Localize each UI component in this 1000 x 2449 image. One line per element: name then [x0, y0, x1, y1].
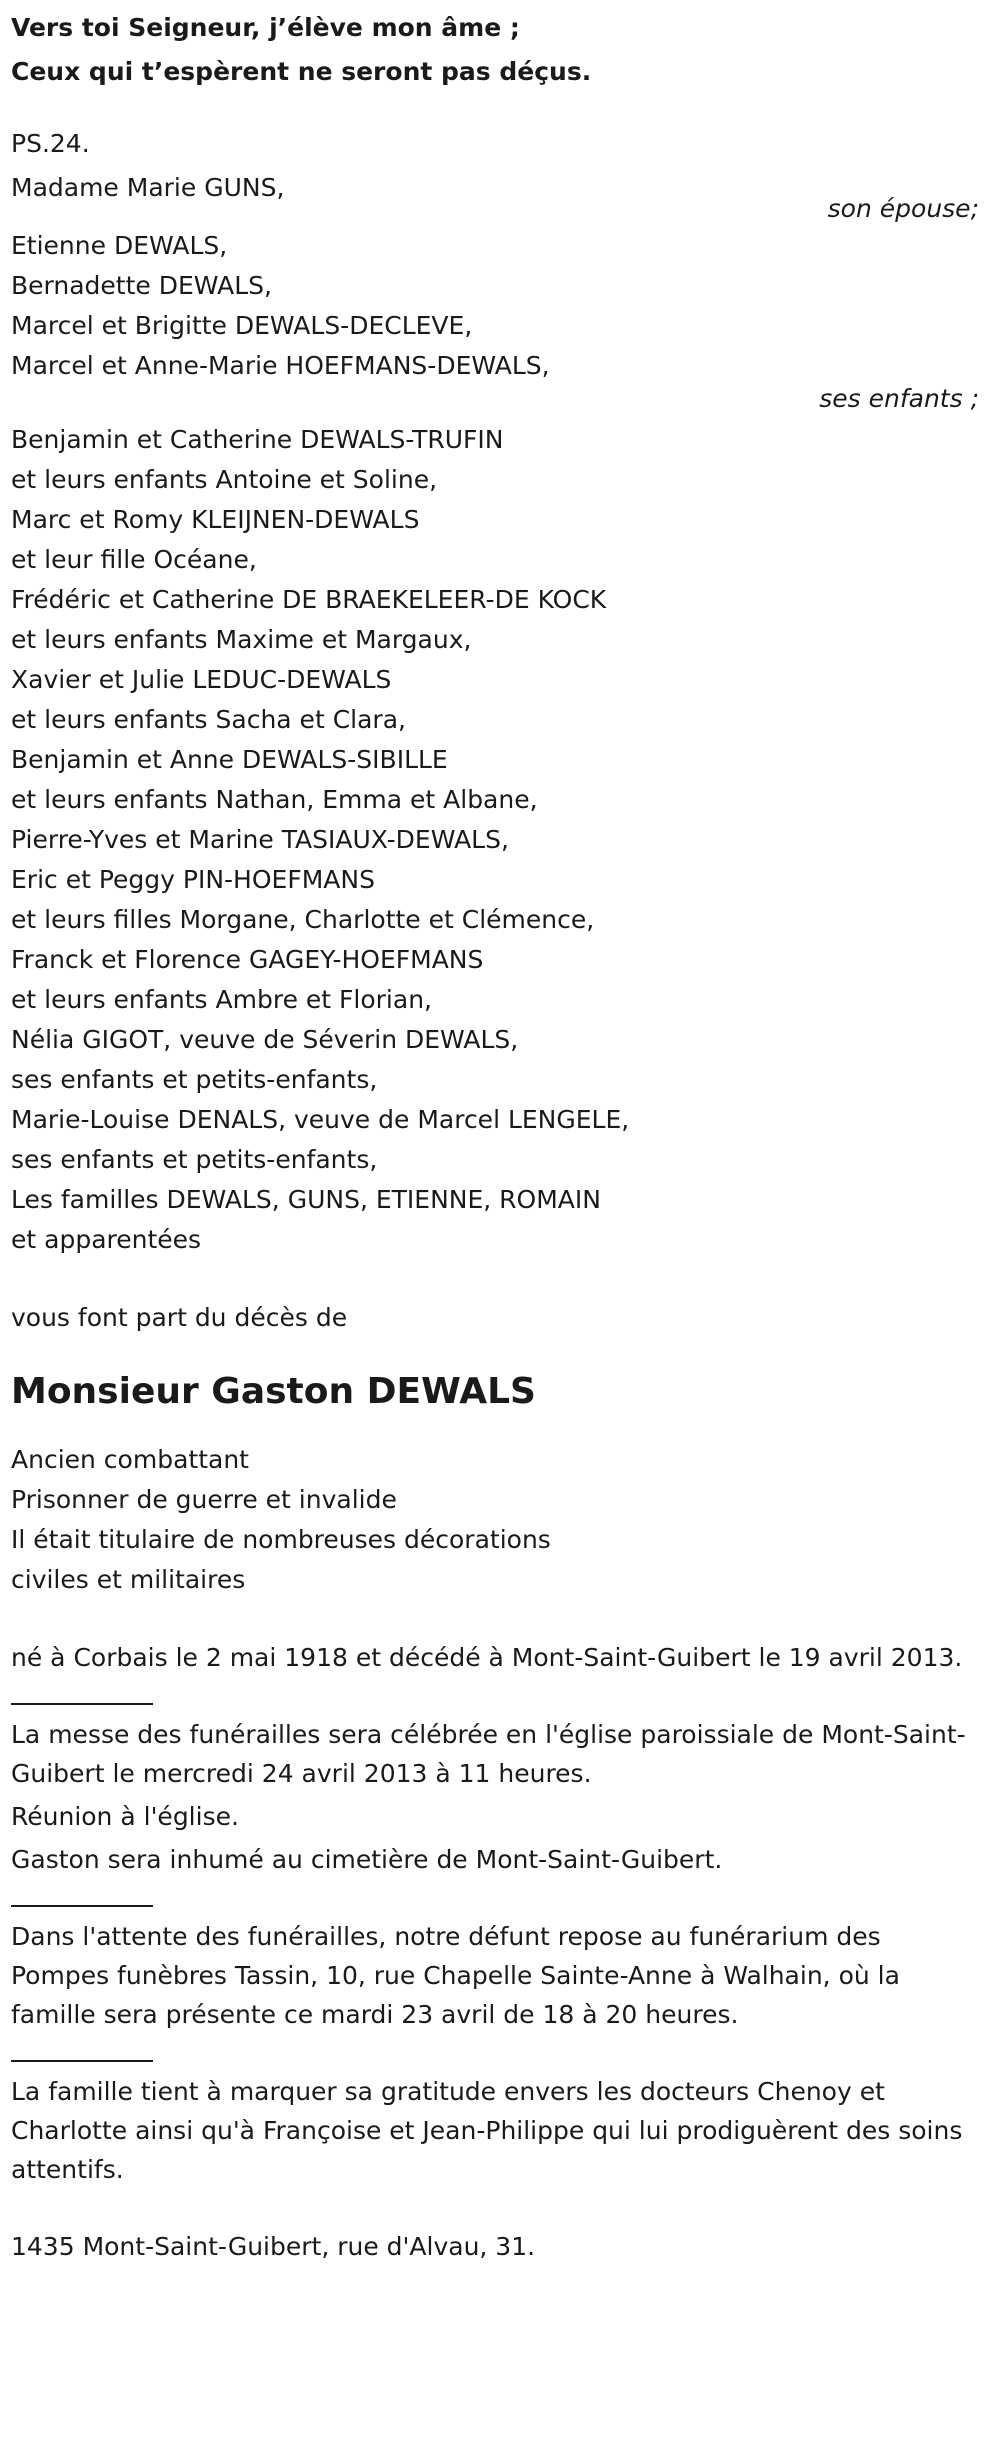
title-line: civiles et militaires [11, 1565, 246, 1594]
funeral-meeting: Réunion à l'église. [11, 1802, 239, 1831]
family-line: et apparentées [11, 1225, 202, 1254]
separator-rule [11, 1879, 153, 1907]
family-line: et leurs enfants Maxime et Margaux, [11, 625, 472, 654]
family-line: ses enfants et petits-enfants, [11, 1065, 378, 1094]
spouse-name: Madame Marie GUNS, [11, 173, 285, 202]
spouse-section [11, 168, 991, 226]
child-name: Bernadette DEWALS, [11, 271, 272, 300]
family-line: et leurs enfants Ambre et Florian, [11, 985, 432, 1014]
family-line: et leur fille Océane, [11, 545, 257, 574]
children-role: ses enfants ; [819, 384, 979, 413]
family-line: Benjamin et Anne DEWALS-SIBILLE [11, 745, 448, 774]
deceased-titles [11, 1440, 991, 1600]
separator-rule [11, 1677, 153, 1705]
title-line: Prisonner de guerre et invalide [11, 1485, 397, 1514]
child-name: Marcel et Anne-Marie HOEFMANS-DEWALS, [11, 351, 550, 380]
funeral-mass: La messe des funérailles sera célébrée en l'église paroissiale de Mont-Saint-Guibert le mercredi 24 avril 2013 à 11 heures. [11, 1720, 966, 1788]
psalm-reference: PS.24. [11, 129, 90, 158]
deceased-name: Monsieur Gaston DEWALS [11, 1371, 536, 1412]
obituary-notice [11, 6, 991, 2267]
child-name: Etienne DEWALS, [11, 231, 228, 260]
family-list [11, 420, 991, 1260]
family-address: 1435 Mont-Saint-Guibert, rue d'Alvau, 31. [11, 2232, 536, 2261]
title-line: Il était titulaire de nombreuses décorations [11, 1525, 551, 1554]
child-name: Marcel et Brigitte DEWALS-DECLEVE, [11, 311, 473, 340]
family-line: et leurs enfants Nathan, Emma et Albane, [11, 785, 538, 814]
funeral-burial: Gaston sera inhumé au cimetière de Mont-Saint-Guibert. [11, 1845, 723, 1874]
separator-rule [11, 2034, 153, 2062]
family-line: Eric et Peggy PIN-HOEFMANS [11, 865, 375, 894]
spouse-role: son épouse; [827, 194, 979, 223]
family-line: Franck et Florence GAGEY-HOEFMANS [11, 945, 484, 974]
epigraph-line: Vers toi Seigneur, j’élève mon âme ; [11, 13, 520, 42]
family-line: ses enfants et petits-enfants, [11, 1145, 378, 1174]
family-line: Xavier et Julie LEDUC-DEWALS [11, 665, 392, 694]
family-line: Marie-Louise DENALS, veuve de Marcel LENGELE, [11, 1105, 630, 1134]
birth-death-info: né à Corbais le 2 mai 1918 et décédé à Mont-Saint-Guibert le 19 avril 2013. [11, 1643, 963, 1672]
announcement: vous font part du décès de [11, 1303, 348, 1332]
family-line: et leurs enfants Sacha et Clara, [11, 705, 406, 734]
epigraph-line: Ceux qui t’espèrent ne seront pas déçus. [11, 57, 592, 86]
children-section [11, 226, 991, 416]
family-line: et leurs filles Morgane, Charlotte et Clémence, [11, 905, 595, 934]
family-line: Nélia GIGOT, veuve de Séverin DEWALS, [11, 1025, 519, 1054]
title-line: Ancien combattant [11, 1445, 249, 1474]
family-line: et leurs enfants Antoine et Soline, [11, 465, 438, 494]
family-line: Marc et Romy KLEIJNEN-DEWALS [11, 505, 420, 534]
family-line: Benjamin et Catherine DEWALS-TRUFIN [11, 425, 504, 454]
epigraph [11, 6, 991, 94]
family-line: Pierre-Yves et Marine TASIAUX-DEWALS, [11, 825, 509, 854]
family-line: Frédéric et Catherine DE BRAEKELEER-DE KOCK [11, 585, 607, 614]
gratitude-note: La famille tient à marquer sa gratitude envers les docteurs Chenoy et Charlotte ainsi qu'à Françoise et Jean-Philippe qui lui prodiguèrent des soins attentifs. [11, 2077, 963, 2184]
visitation-info: Dans l'attente des funérailles, notre défunt repose au funérarium des Pompes funèbres Tassin, 10, rue Chapelle Sainte-Anne à Walhain, où la famille sera présente ce mardi 23 avril de 18 à 20 heures. [11, 1922, 900, 2029]
family-line: Les familles DEWALS, GUNS, ETIENNE, ROMAIN [11, 1185, 601, 1214]
